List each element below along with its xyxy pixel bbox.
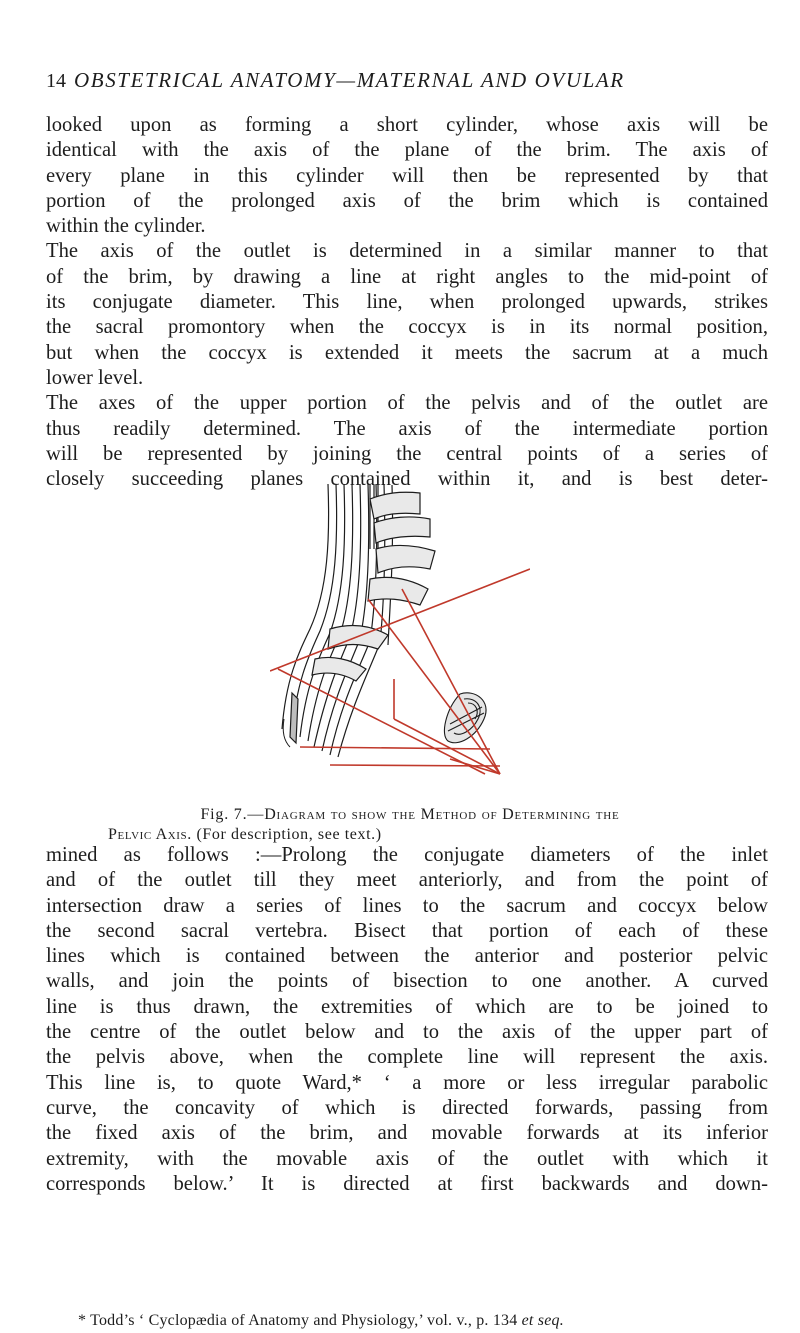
text-line: the fixed axis of the brim, and movable forwards at its inferior xyxy=(46,1122,768,1145)
caption-line-1 xyxy=(70,805,750,825)
text-line: will be represented by joining the central points of a series of xyxy=(46,442,768,465)
caption-line-2 xyxy=(70,825,750,845)
sacrum-coccyx-illustration xyxy=(282,484,435,757)
text-line: the sacral promontory when the coccyx is in its normal position, xyxy=(46,316,768,339)
text-line: This line is, to quote Ward,* ‘ a more or less irregular parabolic xyxy=(46,1071,768,1094)
page-header xyxy=(46,66,766,96)
text-line: looked upon as forming a short cylinder, whose axis will be xyxy=(46,114,768,136)
running-head: OBSTETRICAL ANATOMY—MATERNAL AND OVULAR xyxy=(74,68,625,92)
text-line: The axes of the upper portion of the pelvis and of the outlet are xyxy=(46,392,768,415)
text-line: portion of the prolonged axis of the brim which is contained xyxy=(46,189,768,212)
body-text-lower xyxy=(46,843,768,1197)
text-line: every plane in this cylinder will then be represented by that xyxy=(46,164,768,187)
text-line: thus readily determined. The axis of the intermediate portion xyxy=(46,417,768,440)
text-line: line is thus drawn, the extremities of which are to be joined to xyxy=(46,995,768,1018)
page-number: 14 xyxy=(46,70,66,92)
figure-caption xyxy=(70,805,750,845)
footnote-italic: et seq. xyxy=(521,1312,564,1329)
pelvic-axis-diagram xyxy=(270,479,530,784)
text-line: the pelvis above, when the complete line will represent the axis. xyxy=(46,1046,768,1069)
text-line: lines which is contained between the anterior and posterior pelvic xyxy=(46,945,768,968)
text-line: of the brim, by drawing a line at right angles to the mid-point of xyxy=(46,265,768,288)
text-line: and of the outlet till they meet anteriorly, and from the point of xyxy=(46,869,768,892)
body-text-upper xyxy=(46,113,768,492)
text-line: curve, the concavity of which is directed forwards, passing from xyxy=(46,1096,768,1119)
text-line: closely succeeding planes contained within it, and is best deter- xyxy=(46,468,768,491)
text-line: intersection draw a series of lines to the sacrum and coccyx below xyxy=(46,894,768,917)
text-line: the second sacral vertebra. Bisect that portion of each of these xyxy=(46,919,768,942)
text-line: mined as follows :—Prolong the conjugate diameters of the inlet xyxy=(46,844,768,866)
caption-note: (For description, see text.) xyxy=(191,826,382,843)
text-line: The axis of the outlet is determined in a similar manner to that xyxy=(46,240,768,263)
text-line: identical with the axis of the plane of the brim. The axis of xyxy=(46,139,768,162)
text-line: lower level. xyxy=(46,366,144,389)
figure-number: Fig. 7. xyxy=(200,806,248,823)
caption-title: —Diagram to show the Method of Determining the xyxy=(247,806,620,823)
text-line: but when the coccyx is extended it meets the sacrum at a much xyxy=(46,341,768,364)
footnote-text: * Todd’s ‘ Cyclopædia of Anatomy and Physiology,’ vol. v., p. 134 xyxy=(78,1312,518,1329)
text-line: within the cylinder. xyxy=(46,215,206,238)
text-line: walls, and join the points of bisection to one another. A curved xyxy=(46,970,768,993)
text-line: corresponds below.’ It is directed at first backwards and down- xyxy=(46,1172,768,1195)
text-line: its conjugate diameter. This line, when prolonged upwards, strikes xyxy=(46,291,768,314)
text-line: the centre of the outlet below and to the axis of the upper part of xyxy=(46,1021,768,1044)
footnote xyxy=(78,1312,564,1330)
text-line: extremity, with the movable axis of the outlet with which it xyxy=(46,1147,768,1170)
caption-title-continued: Pelvic Axis. xyxy=(108,826,192,843)
